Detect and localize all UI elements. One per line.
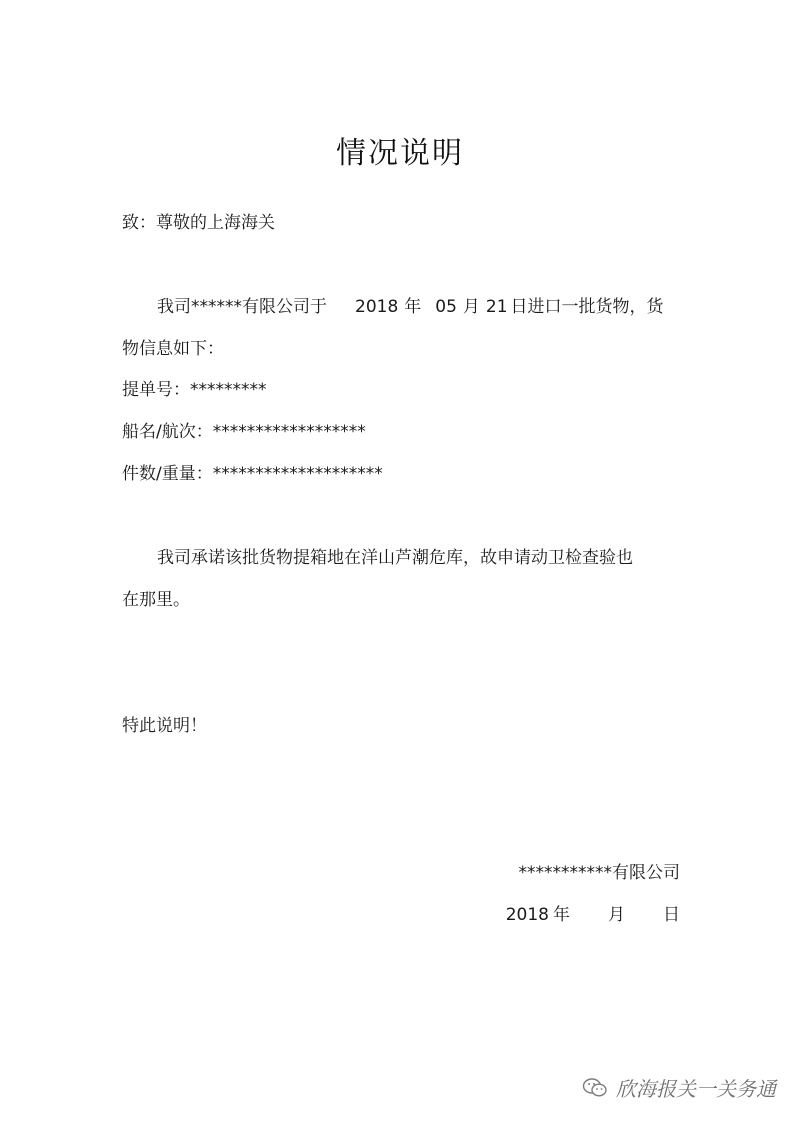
- para1-year-unit: 年: [404, 297, 422, 317]
- para1-day: 21: [485, 297, 508, 317]
- paragraph-2-line-2: 在那里。: [122, 590, 190, 610]
- vessel-voyage-line: 船名/航次：******************: [122, 422, 366, 442]
- watermark-text: 欣海报关一关务通: [616, 1077, 776, 1101]
- signature-day-unit: 日: [663, 905, 680, 925]
- signature-date: [506, 904, 680, 926]
- recipient-line: 致：尊敬的上海海关: [122, 213, 275, 233]
- paragraph-1-line-1: [122, 296, 682, 318]
- signature-month-unit: 月: [608, 905, 625, 925]
- closing-line: 特此说明！: [122, 716, 207, 736]
- paragraph-1-line-2: 物信息如下：: [122, 339, 224, 359]
- para1-month-unit: 月: [462, 297, 480, 317]
- para1-prefix: 我司******有限公司于: [157, 297, 327, 317]
- para1-year: 2018: [355, 297, 399, 317]
- para1-rest: 日进口一批货物，货: [510, 297, 664, 317]
- packages-weight-line: 件数/重量：********************: [122, 464, 383, 484]
- signature-company: ***********有限公司: [518, 863, 680, 883]
- para1-month: 05: [435, 297, 457, 317]
- wechat-icon: [582, 1077, 608, 1099]
- signature-year-unit: 年: [553, 905, 570, 925]
- watermark: [582, 1073, 776, 1102]
- bill-of-lading-line: 提单号：*********: [122, 380, 267, 400]
- paragraph-2-line-1: [122, 547, 633, 569]
- document-title: 情况说明: [336, 136, 464, 171]
- para2-line1-text: 我司承诺该批货物提箱地在洋山芦潮危库，故申请动卫检查验也: [157, 548, 633, 568]
- signature-year: 2018: [505, 905, 549, 925]
